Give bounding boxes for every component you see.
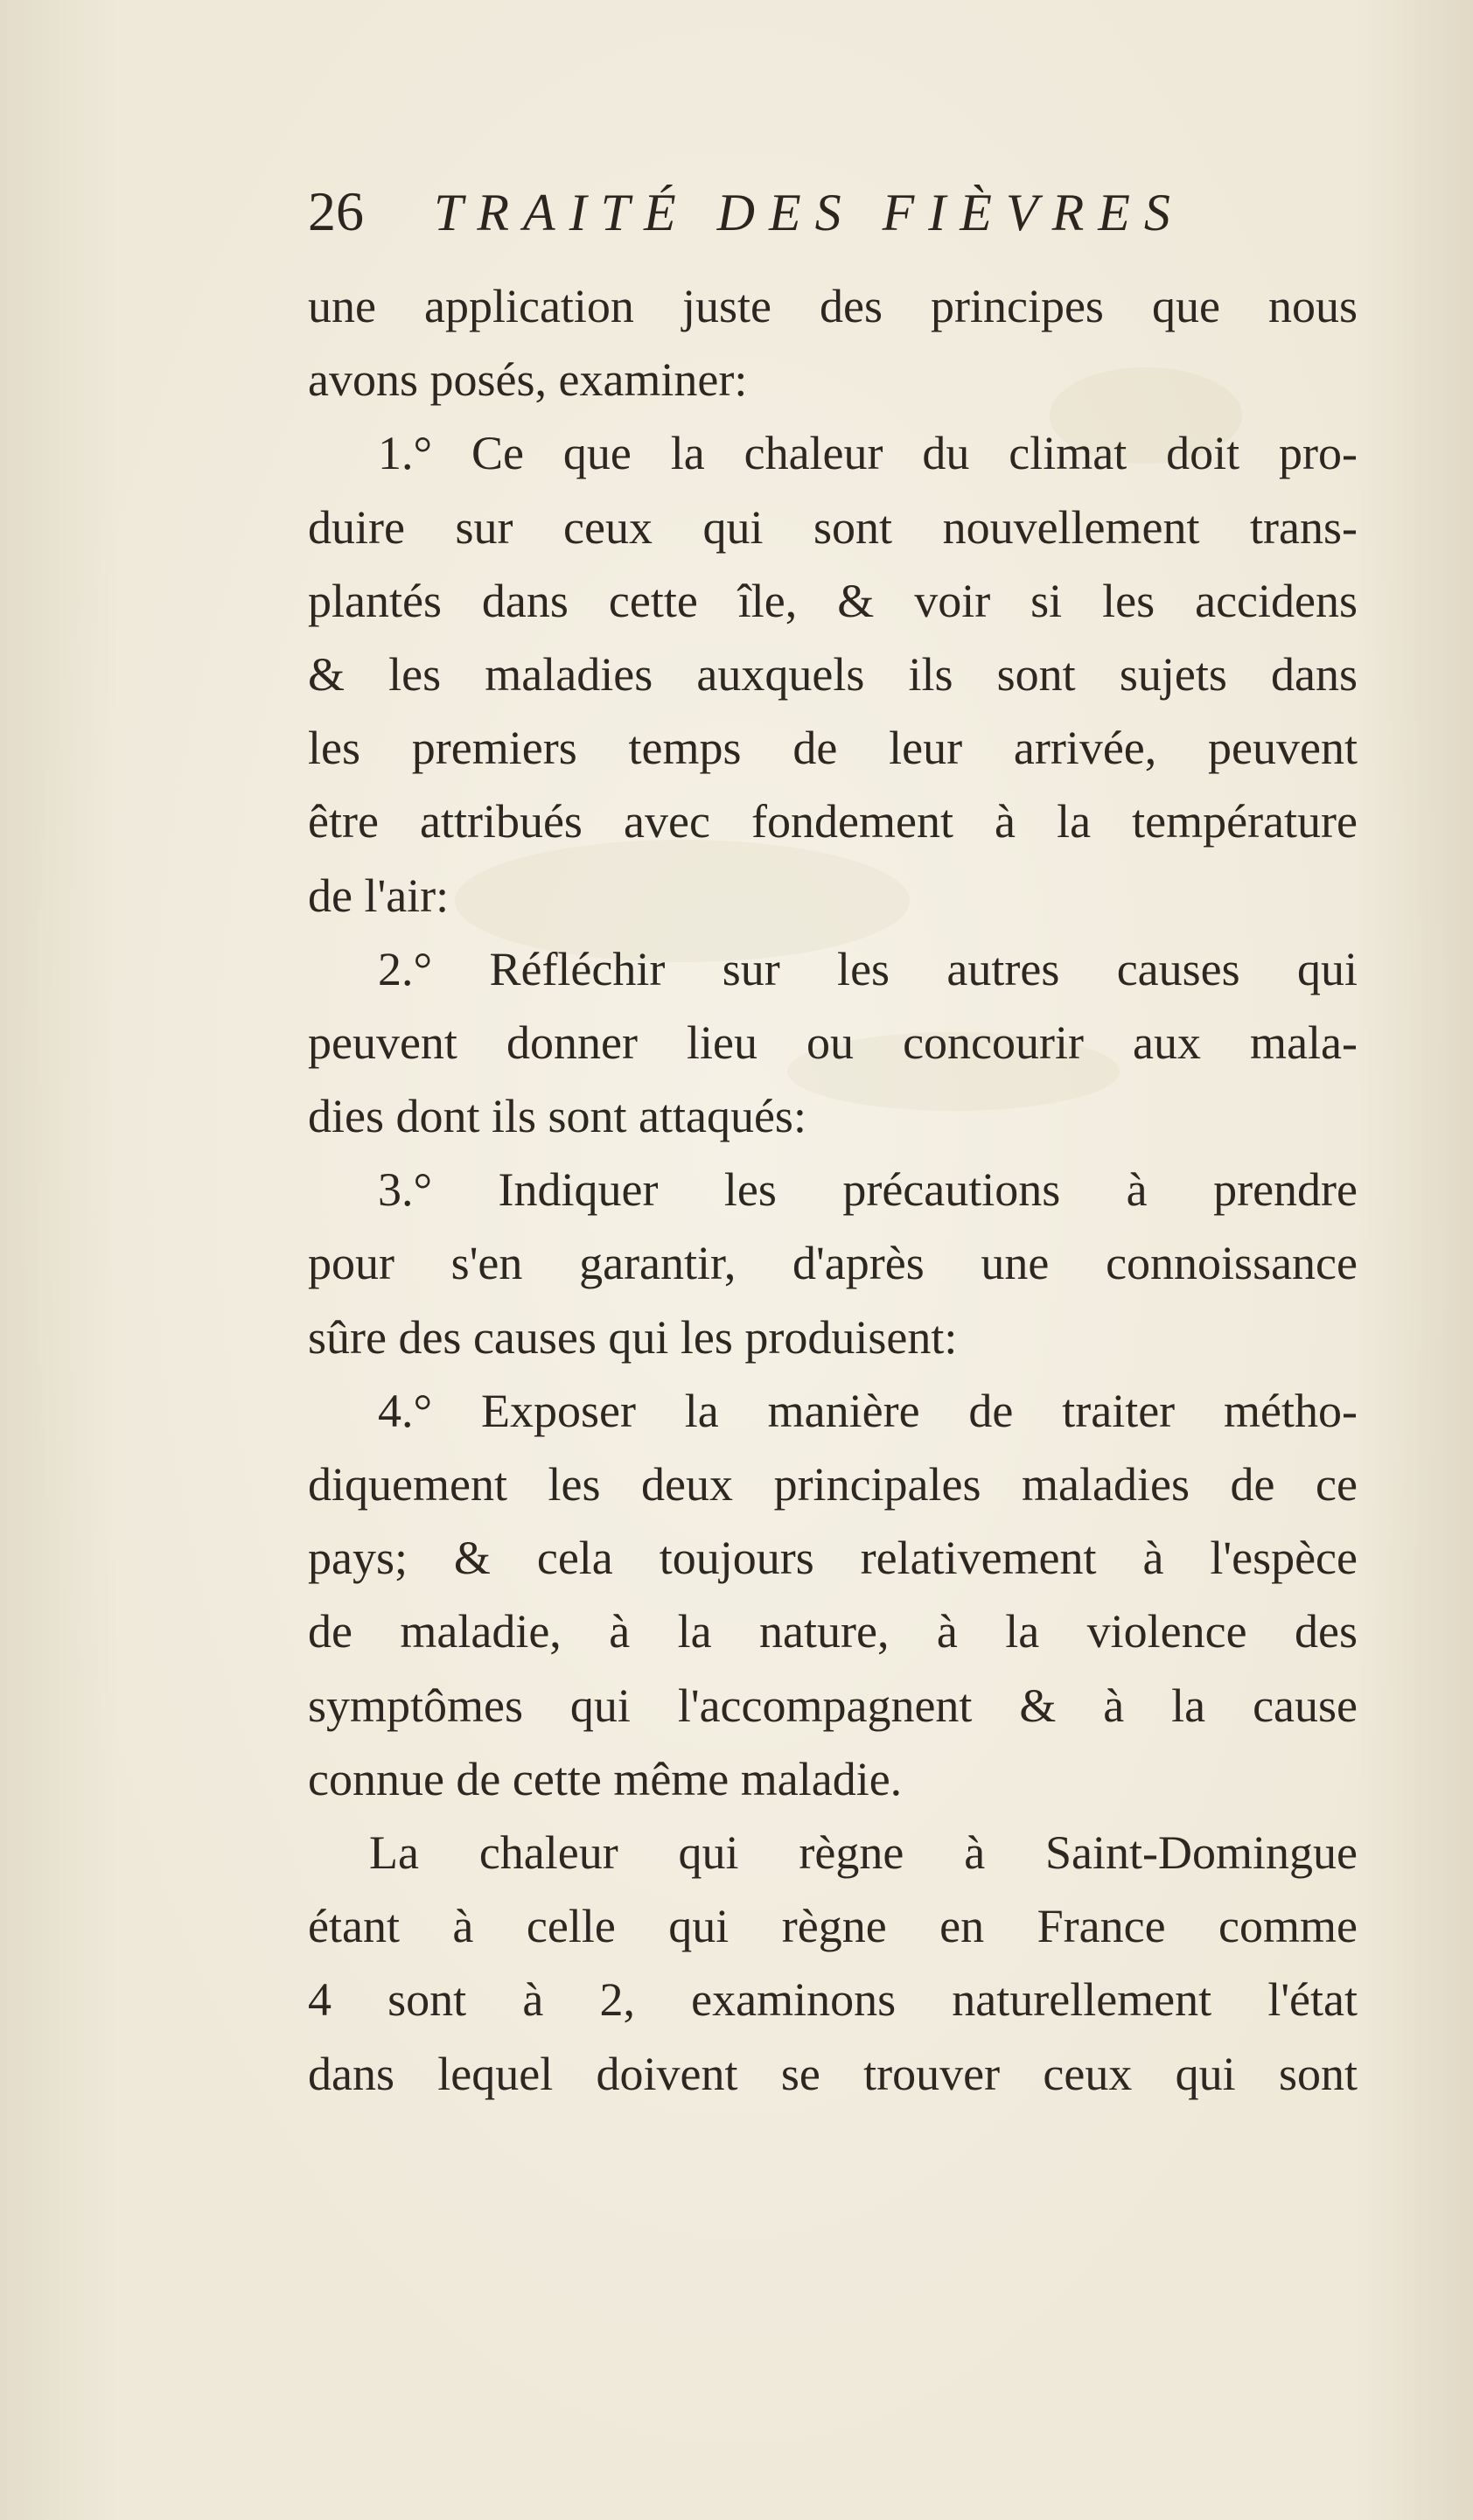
text-line: peuvent donner lieu ou concourir aux mala- — [308, 1016, 1358, 1069]
text-line: de maladie, à la nature, à la violence des — [308, 1605, 1358, 1658]
text-line: 2.° Réfléchir sur les autres causes qui — [378, 942, 1358, 995]
text-line: de l'air: — [308, 869, 450, 922]
text-line: La chaleur qui règne à Saint-Domingue — [369, 1825, 1358, 1879]
text-line: 3.° Indiquer les précautions à prendre — [378, 1163, 1358, 1217]
page-header — [308, 179, 1358, 258]
text-line: une application juste des principes que nous — [308, 280, 1358, 332]
text-line: sûre des causes qui les produisent: — [308, 1310, 958, 1364]
text-line: être attribués avec fondement à la température — [308, 795, 1358, 848]
text-line: 4.° Exposer la manière de traiter métho- — [378, 1384, 1358, 1437]
running-head: TRAITÉ DES FIÈVRES — [434, 184, 1184, 241]
text-line: connue de cette même maladie. — [308, 1752, 903, 1805]
text-line: dans lequel doivent se trouver ceux qui sont — [308, 2047, 1358, 2100]
text-line: symptômes qui l'accompagnent & à la cause — [308, 1679, 1358, 1732]
text-line: dies dont ils sont attaqués: — [308, 1090, 806, 1143]
text-line: étant à celle qui règne en France comme — [308, 1900, 1358, 1953]
text-line: & les maladies auxquels ils sont sujets dans — [308, 647, 1358, 701]
text-line: pour s'en garantir, d'après une connoissance — [308, 1237, 1358, 1290]
text-line: 1.° Ce que la chaleur du climat doit pro- — [378, 427, 1358, 480]
body-text — [308, 269, 1358, 2111]
text-line: pays; & cela toujours relativement à l'espèce — [308, 1532, 1358, 1585]
text-line: plantés dans cette île, & voir si les accidens — [308, 574, 1358, 627]
page-number: 26 — [308, 180, 364, 242]
text-line: diquement les deux principales maladies de ce — [308, 1458, 1358, 1511]
text-line: les premiers temps de leur arrivée, peuvent — [308, 722, 1358, 775]
text-line: avons posés, examiner: — [308, 353, 748, 407]
text-line: 4 sont à 2, examinons naturellement l'état — [308, 1973, 1358, 2027]
text-line: duire sur ceux qui sont nouvellement trans- — [308, 500, 1358, 554]
